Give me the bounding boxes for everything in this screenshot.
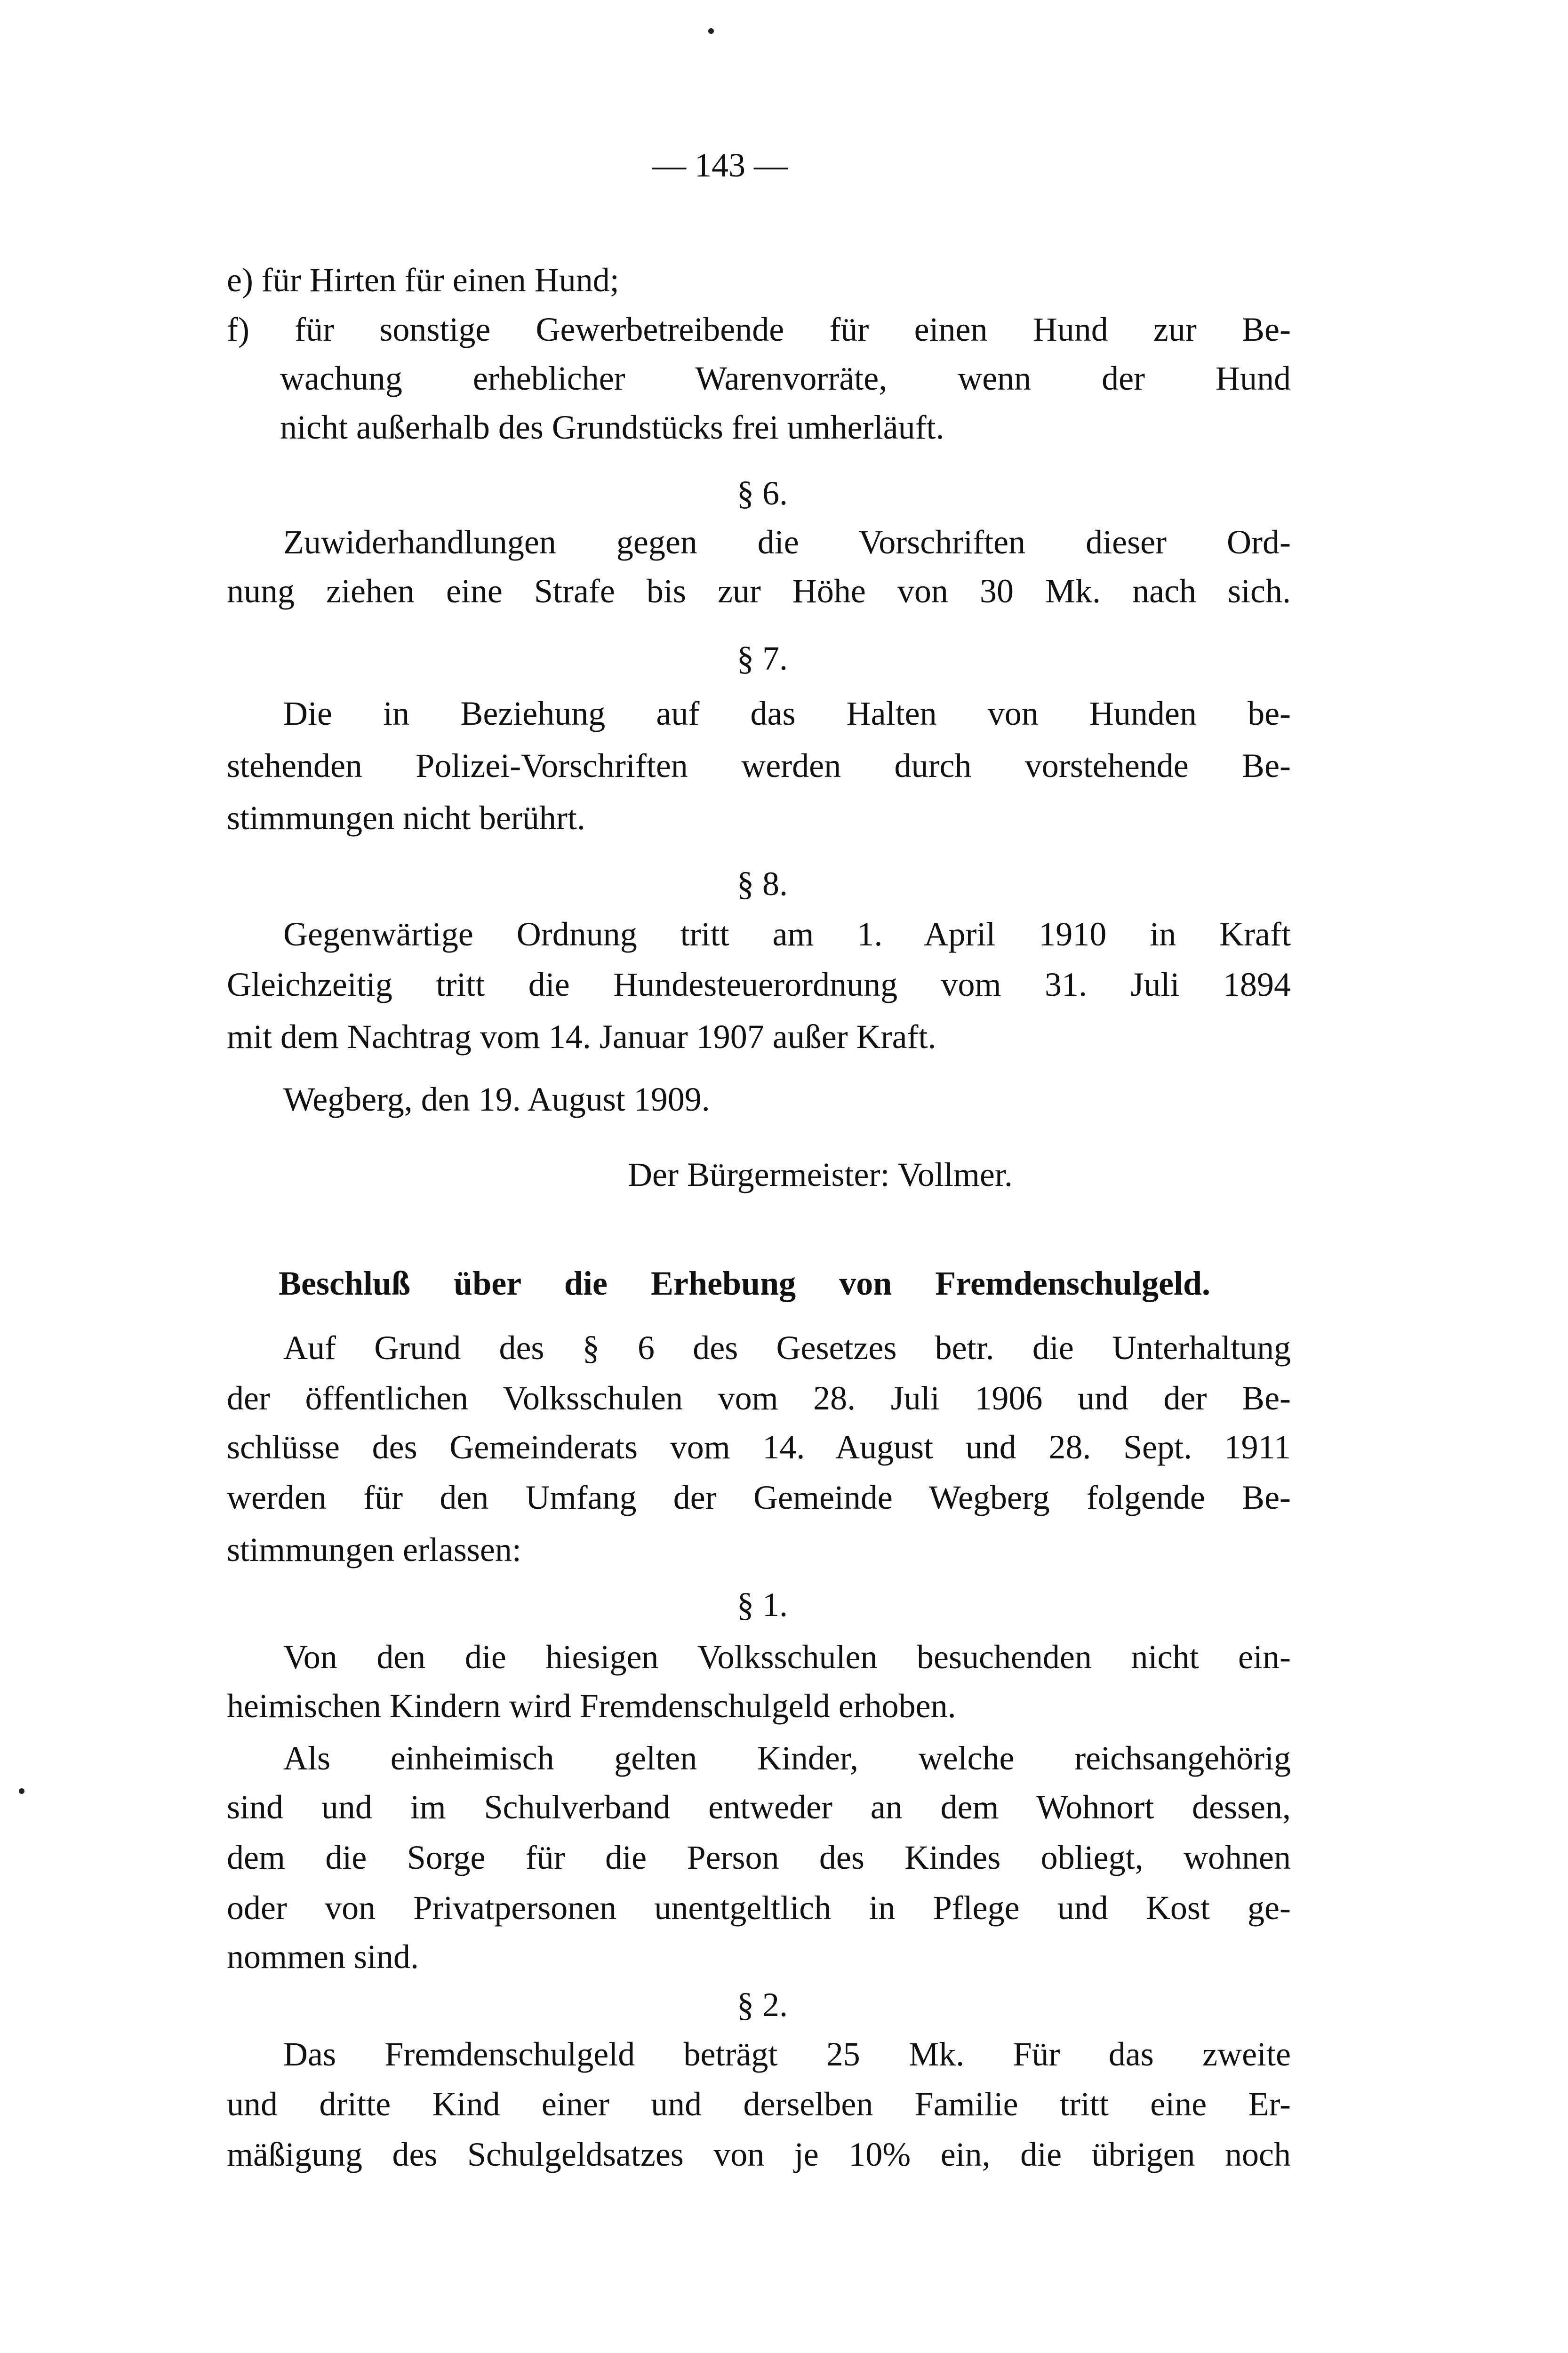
scan-speck [19, 1788, 24, 1794]
text-line: heimischen Kindern wird Fremdenschulgeld erhoben. [227, 1687, 956, 1725]
text-line: schlüsse des Gemeinderats vom 14. August und 28. Sept. 1911 [227, 1428, 1291, 1466]
text-line: und dritte Kind einer und derselben Familie tritt eine Er- [227, 2085, 1291, 2123]
section-heading: § 8. [737, 865, 788, 903]
text-line: Die in Beziehung auf das Halten von Hunden be- [283, 695, 1291, 732]
place-date: Wegberg, den 19. August 1909. [283, 1080, 710, 1118]
text-line: mit dem Nachtrag vom 14. Januar 1907 außer Kraft. [227, 1018, 936, 1056]
section-heading: § 7. [737, 640, 788, 677]
signature-line: Der Bürgermeister: Vollmer. [628, 1156, 1013, 1193]
text-line: stehenden Polizei-Vorschriften werden durch vorstehende Be- [227, 747, 1291, 784]
text-line: der öffentlichen Volksschulen vom 28. Juli 1906 und der Be- [227, 1379, 1291, 1417]
text-line: nicht außerhalb des Grundstücks frei umherläuft. [280, 408, 944, 446]
section-heading: § 1. [737, 1586, 788, 1624]
text-line: stimmungen nicht berührt. [227, 799, 585, 837]
text-line: werden für den Umfang der Gemeinde Wegberg folgende Be- [227, 1479, 1291, 1516]
text-line: Von den die hiesigen Volksschulen besuchenden nicht ein- [283, 1638, 1291, 1676]
text-line: Gegenwärtige Ordnung tritt am 1. April 1910 in Kraft [283, 915, 1291, 953]
text-line: Zuwiderhandlungen gegen die Vorschriften dieser Ord- [283, 523, 1291, 561]
list-item-e: e) für Hirten für einen Hund; [227, 261, 619, 299]
section-heading: § 6. [737, 474, 788, 512]
text-line: oder von Privatpersonen unentgeltlich in Pflege und Kost ge- [227, 1889, 1291, 1927]
text-line: Gleichzeitig tritt die Hundesteuerordnung vom 31. Juli 1894 [227, 966, 1291, 1003]
text-line: Auf Grund des § 6 des Gesetzes betr. die Unterhaltung [283, 1329, 1291, 1367]
text-line: stimmungen erlassen: [227, 1531, 521, 1569]
text-line: wachung erheblicher Warenvorräte, wenn der Hund [280, 360, 1291, 397]
text-line: sind und im Schulverband entweder an dem Wohnort dessen, [227, 1788, 1291, 1826]
scan-speck [708, 28, 714, 34]
text-line: nung ziehen eine Strafe bis zur Höhe von 30 Mk. nach sich. [227, 572, 1291, 610]
text-line: mäßigung des Schulgeldsatzes von je 10% ein, die übrigen noch [227, 2136, 1291, 2173]
resolution-title: Beschluß über die Erhebung von Fremdenschulgeld. [279, 1265, 1210, 1302]
text-line: nommen sind. [227, 1938, 419, 1976]
list-item-f: f) für sonstige Gewerbetreibende für einen Hund zur Be- [227, 311, 1291, 348]
page-number: — 143 — [652, 146, 788, 184]
section-heading: § 2. [737, 1986, 788, 2024]
text-line: Das Fremdenschulgeld beträgt 25 Mk. Für das zweite [283, 2035, 1291, 2073]
text-line: Als einheimisch gelten Kinder, welche reichsangehörig [283, 1739, 1291, 1777]
text-line: dem die Sorge für die Person des Kindes obliegt, wohnen [227, 1839, 1291, 1876]
